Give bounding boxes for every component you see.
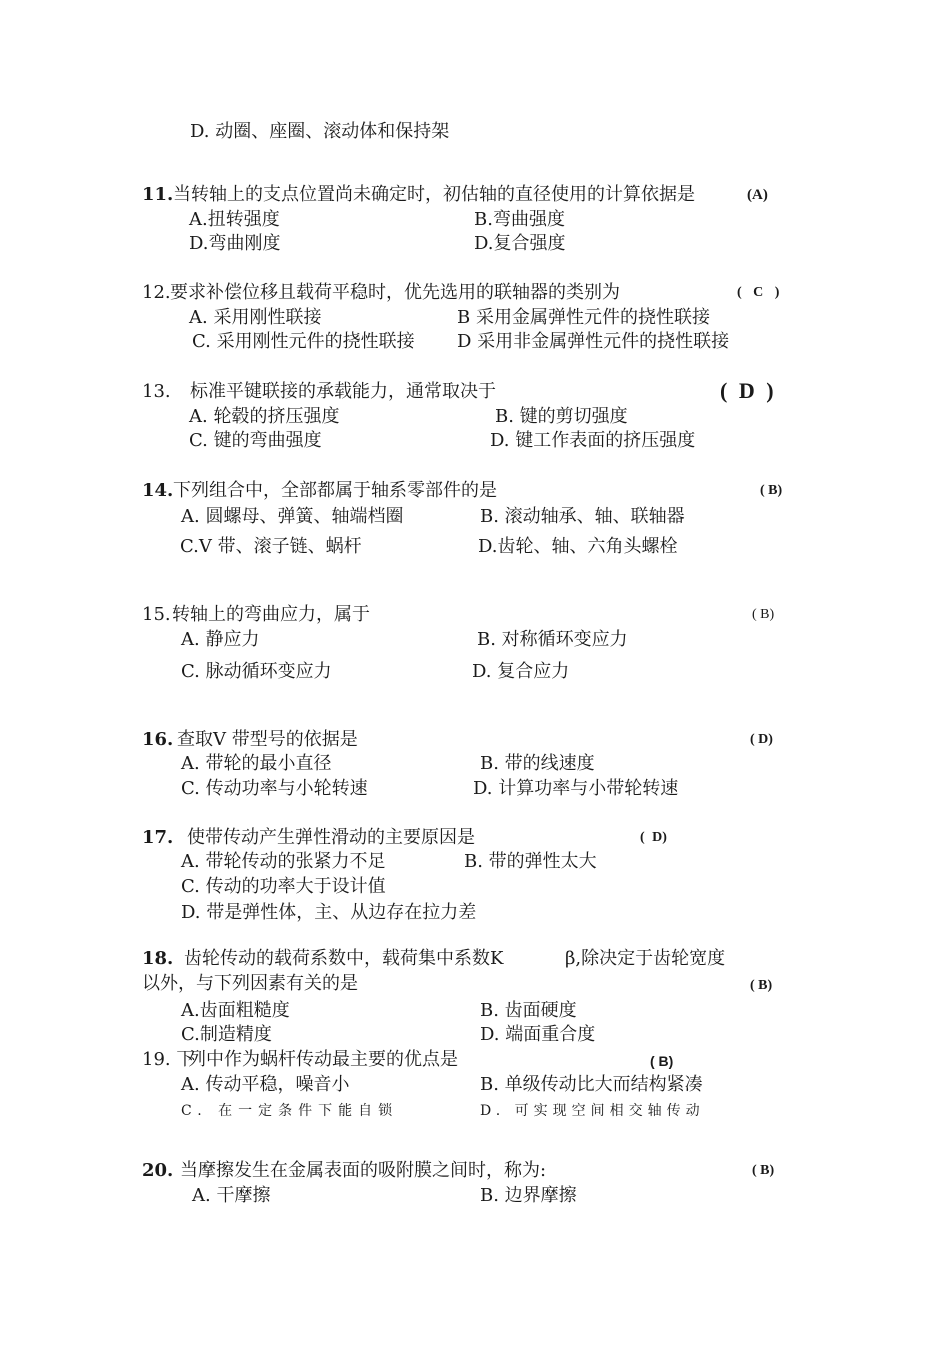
q15-option-c: C. 脉动循环变应力 <box>181 661 332 682</box>
q20-answer: ( B) <box>752 1163 775 1178</box>
q18-option-d: D. 端面重合度 <box>480 1024 596 1045</box>
q17-option-a: A. 带轮传动的张紧力不足 <box>181 851 386 872</box>
q15-option-d: D. 复合应力 <box>472 661 570 682</box>
q19-option-b: B. 单级传动比大而结构紧凑 <box>480 1074 703 1095</box>
q11-option-d2: D.复合强度 <box>474 233 566 254</box>
q13-option-d: D. 键工作表面的挤压强度 <box>490 430 696 451</box>
q17-question-text: 使带传动产生弹性滑动的主要原因是 <box>187 827 475 848</box>
q18-option-a: A.齿面粗糙度 <box>181 1000 290 1021</box>
q15-option-a: A. 静应力 <box>181 629 260 650</box>
q10-option-d: D. 动圈、座圈、滚动体和保持架 <box>190 121 450 142</box>
q12-number: 12. <box>142 282 171 303</box>
q13-question-text: 标准平键联接的承载能力，通常取决于 <box>190 381 496 402</box>
q11-number: 11. <box>142 184 174 205</box>
q16-question-text: 查取V 带型号的依据是 <box>177 729 358 750</box>
q12-answer: ( C ) <box>737 285 780 300</box>
q18-question-text-2: β,除决定于齿轮宽度 <box>565 948 726 969</box>
q17-option-b: B. 带的弹性太大 <box>464 851 597 872</box>
q20-option-b: B. 边界摩擦 <box>480 1185 577 1206</box>
q14-option-a: A. 圆螺母、弹簧、轴端档圈 <box>181 506 404 527</box>
q19-question-text: 列中作为蜗杆传动最主要的优点是 <box>188 1049 458 1070</box>
q11-question-text: 当转轴上的支点位置尚未确定时，初估轴的直径使用的计算依据是 <box>173 184 695 205</box>
q16-answer: ( D) <box>750 732 773 747</box>
q18-question-text-1: 齿轮传动的载荷系数中，载荷集中系数K <box>184 948 504 969</box>
q11-option-a: A.扭转强度 <box>189 209 280 230</box>
q16-number: 16. <box>142 729 174 750</box>
q13-number: 13. <box>142 381 171 402</box>
q15-question-text: 转轴上的弯曲应力，属于 <box>172 604 370 625</box>
q15-answer: ( B) <box>752 607 775 622</box>
q18-option-c: C.制造精度 <box>181 1024 272 1045</box>
q12-question-text: 要求补偿位移且载荷平稳时，优先选用的联轴器的类别为 <box>170 282 620 303</box>
q17-option-d: D. 带是弹性体，主、从边存在拉力差 <box>181 902 477 923</box>
q17-option-c: C. 传动的功率大于设计值 <box>181 876 386 897</box>
q16-option-c: C. 传动功率与小轮转速 <box>181 778 368 799</box>
q13-option-c: C. 键的弯曲强度 <box>189 430 322 451</box>
q19-number: 19. 下 <box>142 1049 195 1070</box>
q14-option-d: D.齿轮、轴、六角头螺栓 <box>478 536 678 557</box>
q17-number: 17. <box>142 827 174 848</box>
q13-option-b: B. 键的剪切强度 <box>495 406 628 427</box>
q20-number: 20. <box>142 1160 174 1181</box>
q18-option-b: B. 齿面硬度 <box>480 1000 577 1021</box>
q14-answer: ( B) <box>760 483 783 498</box>
q17-answer: ( D) <box>640 830 667 845</box>
q12-option-d: D 采用非金属弹性元件的挠性联接 <box>457 331 730 352</box>
q18-answer: ( B) <box>750 978 773 993</box>
q16-option-b: B. 带的线速度 <box>480 753 595 774</box>
q19-option-c: C. 在一定条件下能自锁 <box>181 1103 399 1119</box>
q14-number: 14. <box>142 480 174 501</box>
q11-option-d1: D.弯曲刚度 <box>189 233 281 254</box>
q18-question-text-3: 以外，与下列因素有关的是 <box>142 973 358 994</box>
q11-option-b: B.弯曲强度 <box>474 209 565 230</box>
q20-question-text: 当摩擦发生在金属表面的吸附膜之间时，称为: <box>180 1160 547 1181</box>
q20-option-a: A. 干摩擦 <box>192 1185 271 1206</box>
q12-option-b: B 采用金属弹性元件的挠性联接 <box>457 307 710 328</box>
q12-option-a: A. 采用刚性联接 <box>189 307 322 328</box>
q14-option-b: B. 滚动轴承、轴、联轴器 <box>480 506 685 527</box>
q15-number: 15. <box>142 604 171 625</box>
q14-question-text: 下列组合中，全部都属于轴系零部件的是 <box>173 480 497 501</box>
q13-option-a: A. 轮毂的挤压强度 <box>189 406 340 427</box>
q11-answer: (A) <box>747 187 768 203</box>
q12-option-c: C. 采用刚性元件的挠性联接 <box>192 331 415 352</box>
q19-option-d: D. 可实现空间相交轴传动 <box>480 1103 705 1119</box>
q16-option-d: D. 计算功率与小带轮转速 <box>473 778 679 799</box>
q14-option-c: C.V 带、滚子链、蜗杆 <box>180 536 362 557</box>
q16-option-a: A. 带轮的最小直径 <box>181 753 332 774</box>
q19-option-a: A. 传动平稳，噪音小 <box>181 1074 350 1095</box>
q18-number: 18. <box>142 948 174 969</box>
q19-answer: ( B) <box>650 1053 674 1069</box>
q13-answer: ( D ) <box>720 378 774 403</box>
q15-option-b: B. 对称循环变应力 <box>477 629 628 650</box>
